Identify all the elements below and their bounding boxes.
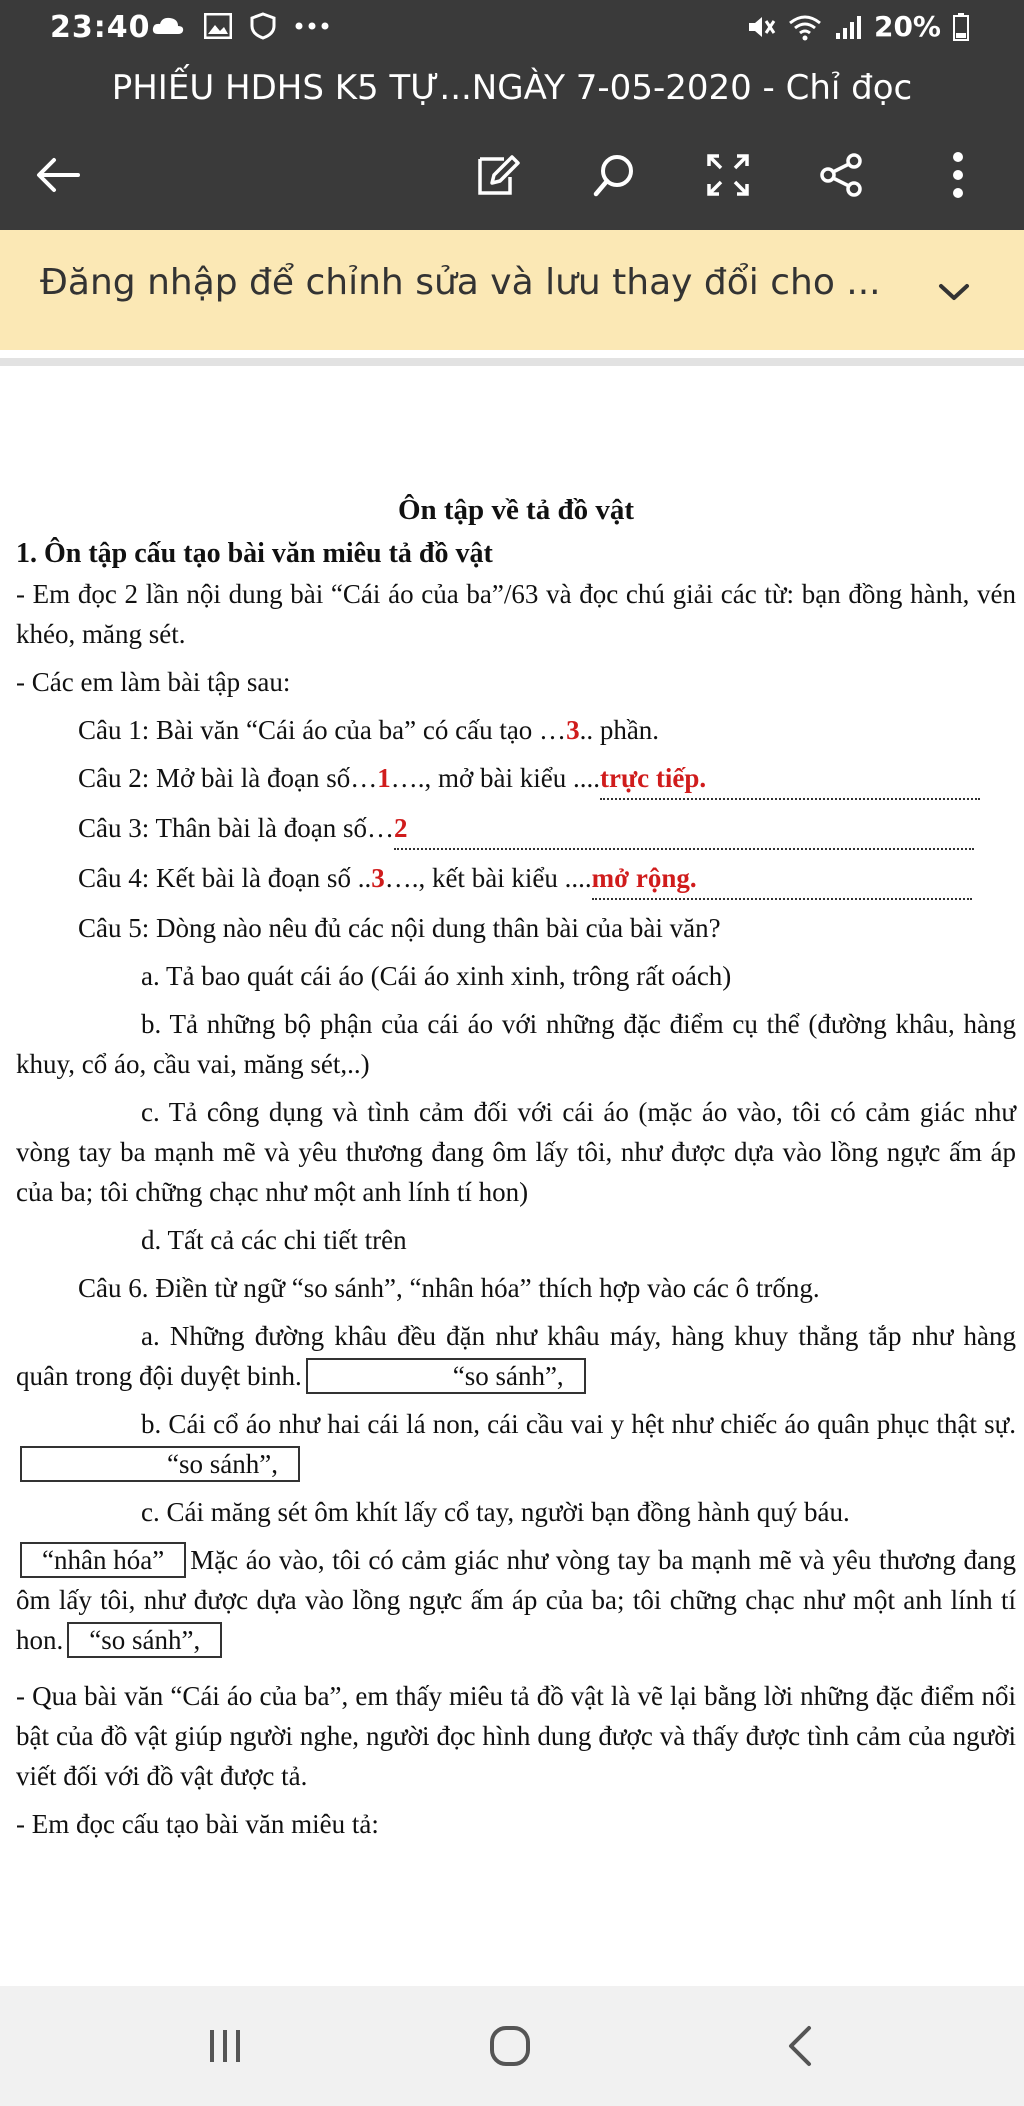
app-header xyxy=(0,0,1024,230)
answer-q4-part: 3 xyxy=(371,863,385,893)
search-icon xyxy=(591,151,639,199)
arrow-left-icon xyxy=(34,155,82,195)
search-button[interactable] xyxy=(585,145,645,205)
sign-in-banner[interactable] xyxy=(0,230,1024,350)
answer-q1: 3 xyxy=(566,715,580,745)
option-c: c. Tả công dụng và tình cảm đối với cái áo (mặc áo vào, tôi có cảm giác như vòng tay ba mạnh mẽ và yêu thương đang ôm lấy tôi, như được dựa vào lồng ngực ấm áp của ba; tôi chững chạc như một anh lính tí hon) xyxy=(16,1097,1016,1207)
question-4: Câu 4: Kết bài là đoạn số ..3…., kết bài kiểu ....mở rộng. xyxy=(16,858,1016,900)
document-title: PHIẾU HDHS K5 TỰ...NGÀY 7-05-2020 - Chỉ đọc xyxy=(111,68,913,108)
mute-icon xyxy=(746,13,776,41)
cloud-icon xyxy=(150,14,186,38)
doc-conclusion: - Qua bài văn “Cái áo của ba”, em thấy miêu tả đồ vật là vẽ lại bằng lời những đặc điểm nổi bật của đồ vật giúp người nghe, người đọc hình dung được và thấy được tình cảm của người viết đối với đồ vật được tả. xyxy=(16,1681,1016,1791)
battery-level: 20% xyxy=(873,10,941,43)
answer-q3: 2 xyxy=(393,813,408,843)
option-a: a. Tả bao quát cái áo (Cái áo xinh xinh, trông rất oách) xyxy=(141,961,732,991)
q6-item-c: c. Cái măng sét ôm khít lấy cổ tay, người bạn đồng hành quý báu. xyxy=(141,1497,850,1527)
doc-intro-1: - Em đọc 2 lần nội dung bài “Cái áo của ba”/63 và đọc chú giải các từ: bạn đồng hành, vén khéo, măng sét. xyxy=(16,579,1016,649)
home-button[interactable] xyxy=(470,2006,550,2086)
question-2: Câu 2: Mở bài là đoạn số…1…., mở bài kiểu ....trực tiếp. xyxy=(16,758,1016,800)
recent-apps-button[interactable] xyxy=(185,2006,265,2086)
fullscreen-button[interactable] xyxy=(698,145,758,205)
doc-last-line: - Em đọc cấu tạo bài văn miêu tả: xyxy=(16,1809,379,1839)
option-d: d. Tất cả các chi tiết trên xyxy=(141,1225,407,1255)
expand-icon xyxy=(705,152,751,198)
back-chevron-icon xyxy=(785,2024,815,2068)
q6-item-b: b. Cái cổ áo như hai cái lá non, cái cầu vai y hệt như chiếc áo quân phục thật sự.“so sánh”, xyxy=(16,1404,1016,1484)
more-dots-icon xyxy=(294,21,330,31)
question-3: Câu 3: Thân bài là đoạn số…2 xyxy=(16,808,1016,850)
signal-icon xyxy=(834,13,862,41)
android-nav-bar xyxy=(0,1986,1024,2106)
question-5: Câu 5: Dòng nào nêu đủ các nội dung thân bài của bài văn? xyxy=(78,913,721,943)
chevron-down-icon xyxy=(937,281,971,303)
q6-item-c-continued: “nhân hóa” Mặc áo vào, tôi có cảm giác như vòng tay ba mạnh mẽ và yêu thương đang ôm lấy tôi, như được dựa vào lồng ngực ấm áp của ba; tôi chững chạc như một anh lính tí hon. “so sánh”, xyxy=(16,1540,1016,1660)
system-icons xyxy=(746,10,969,43)
doc-heading: 1. Ôn tập cấu tạo bài văn miêu tả đồ vật xyxy=(16,538,493,569)
question-1: Câu 1: Bài văn “Cái áo của ba” có cấu tạo …3.. phần. xyxy=(78,715,660,745)
recent-apps-icon xyxy=(205,2027,245,2065)
edit-icon xyxy=(474,151,522,199)
back-nav-button[interactable] xyxy=(760,2006,840,2086)
status-bar xyxy=(0,0,1024,60)
doc-title: Ôn tập về tả đồ vật xyxy=(397,494,635,526)
more-vertical-icon xyxy=(951,151,965,199)
more-options-button[interactable] xyxy=(928,145,988,205)
doc-intro-2: - Các em làm bài tập sau: xyxy=(16,667,291,697)
answer-box-b: “so sánh”, xyxy=(20,1446,300,1482)
option-b: b. Tả những bộ phận của cái áo với những đặc điểm cụ thể (đường khâu, hàng khuy, cổ áo, cầu vai, măng sét,..) xyxy=(16,1009,1016,1079)
answer-q2-part: 1 xyxy=(377,763,391,793)
toolbar xyxy=(0,145,1024,205)
answer-box-c2: “so sánh”, xyxy=(67,1622,222,1658)
notification-icons xyxy=(150,12,330,40)
answer-q4-type: mở rộng. xyxy=(591,863,697,893)
shield-icon xyxy=(250,12,276,40)
wifi-icon xyxy=(788,13,822,41)
answer-box-a: “so sánh”, xyxy=(306,1358,586,1394)
status-time: 23:40 xyxy=(50,10,151,45)
banner-divider xyxy=(0,358,1024,366)
back-button[interactable] xyxy=(28,145,88,205)
home-icon xyxy=(488,2024,532,2068)
q6-item-a: a. Những đường khâu đều đặn như khâu máy, hàng khuy thẳng tắp như hàng quân trong đội duyệt binh. “so sánh”, xyxy=(16,1316,1016,1396)
edit-button[interactable] xyxy=(468,145,528,205)
answer-box-c1: “nhân hóa” xyxy=(20,1542,186,1578)
battery-icon xyxy=(953,13,969,41)
banner-text: Đăng nhập để chỉnh sửa và lưu thay đổi cho ... xyxy=(40,262,881,303)
answer-q2-type: trực tiếp. xyxy=(600,763,707,793)
banner-expand-button[interactable] xyxy=(924,262,984,322)
document-page xyxy=(16,490,1016,1844)
question-6: Câu 6. Điền từ ngữ “so sánh”, “nhân hóa” thích hợp vào các ô trống. xyxy=(78,1273,820,1303)
image-icon xyxy=(204,13,232,39)
share-icon xyxy=(818,151,866,199)
share-button[interactable] xyxy=(812,145,872,205)
